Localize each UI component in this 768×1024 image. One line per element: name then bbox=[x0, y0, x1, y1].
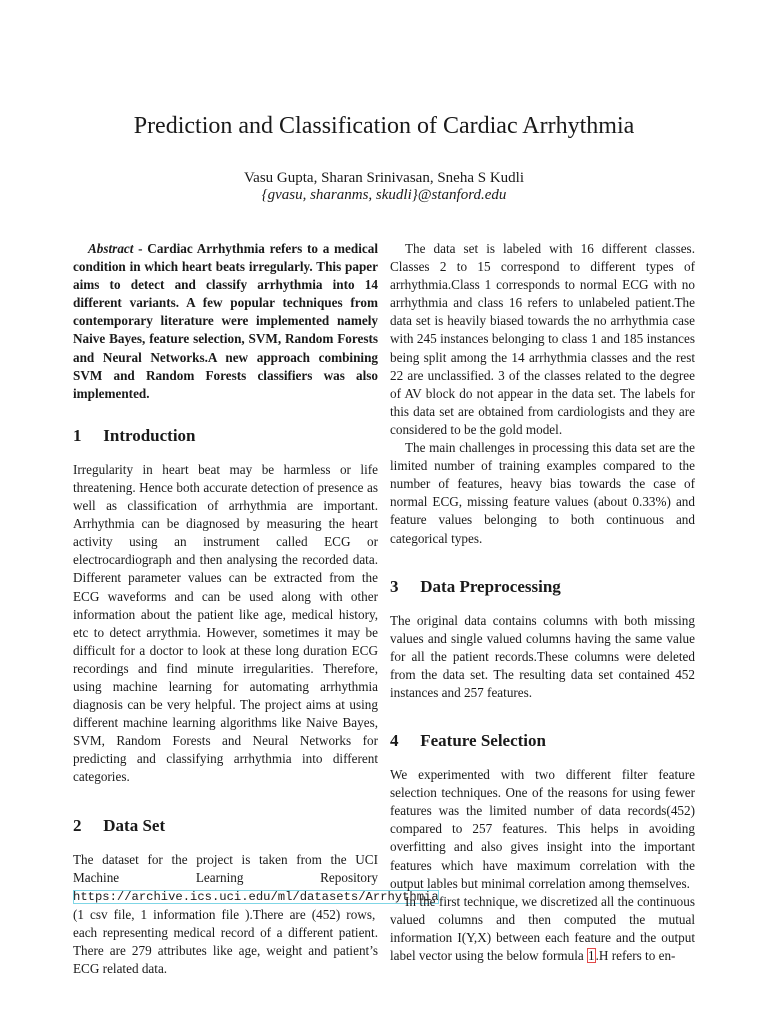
dataset-paragraph-3: The main challenges in processing this data set are the limited number of training examples compared to the number of features, heavy bias towards the case of normal ECG, missing feature values (about 0.33%) and feature values belonging to both continuous and categorical types. bbox=[390, 440, 695, 546]
equation-reference-link[interactable]: 1 bbox=[588, 948, 595, 963]
dataset-text-before-link: The dataset for the project is taken from the UCI Machine Learning Repository bbox=[73, 851, 378, 885]
section-number: 4 bbox=[390, 731, 399, 751]
section-heading-introduction bbox=[73, 425, 378, 447]
right-column bbox=[390, 240, 695, 965]
dataset-paragraph-1 bbox=[73, 851, 439, 979]
section-heading-feature-selection bbox=[390, 730, 695, 752]
abstract-label: Abstract bbox=[88, 241, 134, 256]
paper-title: Prediction and Classification of Cardiac Arrhythmia bbox=[133, 113, 635, 139]
feature-selection-text-before-cite: In the first technique, we discretized all the continuous valued columns and then computed the mutual information I(Y,X) between each feature and the output label vector using the below formula bbox=[390, 893, 695, 963]
section-title: Introduction bbox=[103, 425, 196, 445]
section-title: Data Set bbox=[103, 815, 166, 835]
feature-selection-text-after-cite: .H refers to en- bbox=[595, 948, 676, 963]
section-title: Data Preprocessing bbox=[420, 576, 561, 596]
section-number: 2 bbox=[73, 815, 82, 835]
dataset-paragraph-2: The data set is labeled with 16 different classes. Classes 2 to 15 correspond to different types of arrhythmia.Class 1 corresponds to normal ECG with no arrhythmia and class 16 refers to unlabeled patient.The data set is heavily biased towards the no arrhythmia case with 245 instances belonging to class 1 and 185 instances being split among the 14 arrhythmia classes and the rest 22 are unclassified. 3 of the classes related to the degree of AV block do not appear in the data set. The labels for this data set are obtained from cardiologists and they are considered to be the gold model. bbox=[390, 241, 695, 437]
abstract bbox=[73, 240, 378, 403]
paper-authors: Vasu Gupta, Sharan Srinivasan, Sneha S Kudli bbox=[244, 170, 524, 186]
abstract-text: - Cardiac Arrhythmia refers to a medical condition in which heart beats irregularly. This paper aims to detect and classify arrhythmia into 14 different variants. A few popular techniques from contemporary literature were implemented namely Naive Bayes, feature selection, SVM, Random Forests and Neural Networks.A new approach combining SVM and Random Forests classifiers was also implemented. bbox=[73, 241, 378, 401]
paper-email: {gvasu, sharanms, skudli}@stanford.edu bbox=[261, 187, 507, 203]
feature-selection-paragraph-1: We experimented with two different filter feature selection techniques. One of the reasons for using fewer features was the limited number of data records(452) compared to 257 features. This helps in avoiding overfitting and also gives insight into the important features which have maximum correlation with the output lables but minimal correlation among themselves. bbox=[390, 767, 695, 891]
section-heading-data-set bbox=[73, 815, 378, 837]
section-heading-data-preprocessing bbox=[390, 576, 695, 598]
left-column bbox=[73, 240, 439, 978]
introduction-paragraph: Irregularity in heart beat may be harmless or life threatening. Hence both accurate detection of presence as well as classification of arrhythmia are important. Arrhythmia can be diagnosed by measuring the heart activity using an instrument called ECG or electrocardiograph and then analysing the recorded data. Different parameter values can be extracted from the ECG waveforms and can be used along with other information about the patient like age, medical history, etc to detect arrythmia. However, sometimes it may be difficult for a doctor to look at these long duration ECG recordings and find minute irregularities. Therefore, using machine learning for automating arrhythmia diagnosis can be very helpful. The project aims at using different machine learning algorithms like Naive Bayes, SVM, Random Forests and Neural Networks for predicting and classifying arrhythmia into different categories. bbox=[73, 461, 378, 785]
feature-selection-paragraph-2 bbox=[390, 893, 695, 965]
section-title: Feature Selection bbox=[420, 731, 546, 751]
section-number: 3 bbox=[390, 576, 399, 596]
dataset-url-link[interactable]: https://archive.ics.uci.edu/ml/datasets/Arrhythmia bbox=[73, 889, 439, 904]
dataset-text-after-link: (1 csv file, 1 information file ).There are (452) rows, each representing medical record of a different patient. There are 279 attributes like age, weight and patient’s ECG related data. bbox=[73, 906, 378, 977]
preprocessing-paragraph: The original data contains columns with both missing values and single valued columns having the same value for all the patient records.These columns were deleted from the data set. The resulting data set contained 452 instances and 257 features. bbox=[390, 612, 695, 700]
section-number: 1 bbox=[73, 425, 82, 445]
